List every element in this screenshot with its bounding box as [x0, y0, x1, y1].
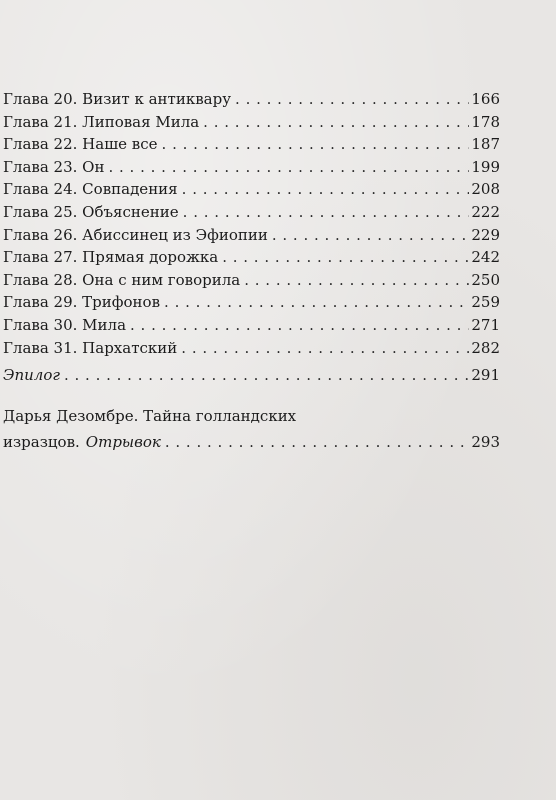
- toc-entry-title: Глава 22. Наше все: [3, 135, 158, 154]
- toc-entry-24: [3, 178, 500, 201]
- toc-entry-22: [3, 133, 500, 156]
- toc-entry-title: Глава 25. Объяснение: [3, 202, 179, 221]
- toc-leader-dots: [108, 156, 469, 179]
- toc-entry-title: Глава 23. Он: [3, 157, 105, 176]
- toc-entry-page: 271: [471, 315, 500, 334]
- toc-entry-title: Глава 24. Совпадения: [3, 180, 178, 199]
- toc-leader-dots: [235, 88, 469, 111]
- toc-leader-dots: [181, 337, 469, 360]
- excerpt-label: Отрывок: [85, 433, 161, 451]
- toc-entry-page: 242: [471, 248, 500, 267]
- excerpt-title-text: изразцов.: [3, 433, 80, 451]
- toc-entry-epilogue: [3, 364, 500, 387]
- toc-entry-21: [3, 111, 500, 134]
- toc-entry-page: 166: [471, 90, 500, 108]
- toc-entry-title: Глава 20. Визит к антиквару: [3, 90, 232, 108]
- toc-entry-page: 187: [471, 135, 500, 154]
- toc-entry-title: Глава 30. Мила: [3, 315, 127, 334]
- toc-leader-dots: [203, 111, 469, 134]
- toc-entry-title: Глава 29. Трифонов: [3, 293, 161, 312]
- toc-entry-title: Глава 28. Она с ним говорила: [3, 270, 241, 289]
- table-of-contents: [3, 88, 500, 387]
- toc-entry-27: [3, 246, 500, 269]
- toc-entry-23: [3, 156, 500, 179]
- toc-leader-dots: [244, 269, 469, 292]
- toc-entry-28: [3, 269, 500, 292]
- toc-leader-dots: [183, 201, 470, 224]
- toc-entry-title: Глава 21. Липовая Мила: [3, 112, 200, 131]
- toc-leader-dots: [64, 364, 469, 387]
- toc-entry-26: [3, 224, 500, 247]
- toc-leader-dots: [164, 291, 469, 314]
- toc-entry-page: 291: [471, 366, 500, 385]
- toc-entry-page: 229: [471, 225, 500, 244]
- excerpt-title-line-2: [3, 429, 500, 455]
- toc-entry-page: 178: [471, 112, 500, 131]
- toc-leader-dots: [182, 178, 470, 201]
- toc-entry-title: Глава 31. Пархатский: [3, 338, 178, 357]
- toc-entry-25: [3, 201, 500, 224]
- toc-leader-dots: [272, 224, 470, 247]
- toc-entry-title: Глава 27. Прямая дорожка: [3, 248, 219, 267]
- toc-entry-title: Глава 26. Абиссинец из Эфиопии: [3, 225, 268, 244]
- toc-entry-page: 208: [471, 180, 500, 199]
- toc-entry-page: 250: [471, 270, 500, 289]
- excerpt-title-continuation: [3, 429, 161, 455]
- excerpt-title-line: Дарья Дезомбре. Тайна голландских: [3, 407, 297, 425]
- toc-leader-dots: [162, 133, 470, 156]
- toc-leader-dots: [165, 429, 470, 455]
- toc-leader-dots: [130, 314, 469, 337]
- toc-entry-page: 259: [471, 293, 500, 312]
- toc-leader-dots: [222, 246, 469, 269]
- toc-entry-page: 199: [471, 157, 500, 176]
- toc-entry-20: [3, 88, 500, 111]
- toc-entry-title: Эпилог: [3, 366, 60, 385]
- toc-entry-page: 222: [471, 202, 500, 221]
- toc-entry-31: [3, 337, 500, 360]
- excerpt-entry: [3, 403, 500, 455]
- toc-entry-30: [3, 314, 500, 337]
- toc-entry-29: [3, 291, 500, 314]
- excerpt-page: 293: [471, 433, 500, 451]
- toc-entry-page: 282: [471, 338, 500, 357]
